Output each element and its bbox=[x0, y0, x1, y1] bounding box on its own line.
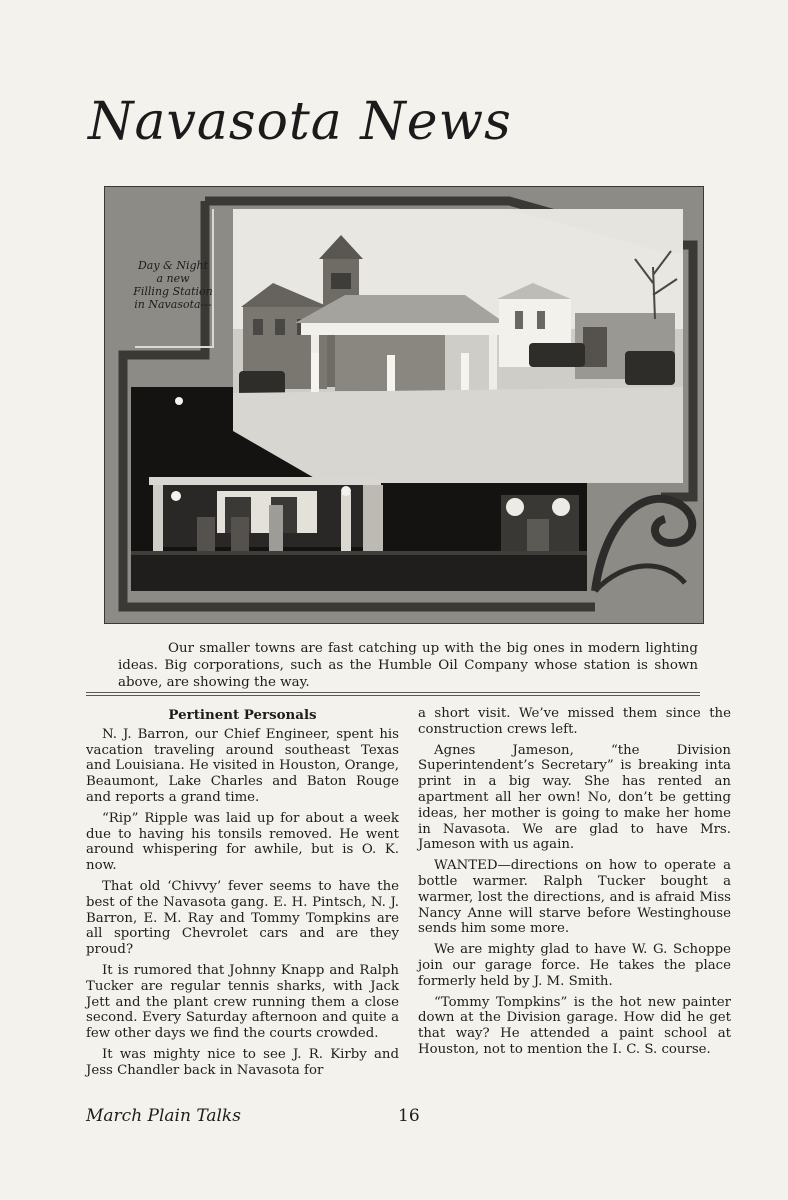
photo-caption bbox=[118, 640, 698, 691]
ad-line: in Navasota--- bbox=[134, 298, 212, 311]
page-title: Navasota News bbox=[88, 92, 512, 152]
paragraph: “Rip” Ripple was laid up for about a week due to having his tonsils removed. He went around whispering for awhile, but is O. K. now. bbox=[86, 810, 399, 874]
paragraph: We are mighty glad to have W. G. Schoppe join our garage force. He takes the place formerly held by J. M. Smith. bbox=[418, 942, 731, 989]
page-number: 16 bbox=[398, 1106, 420, 1126]
photo-collage-graphic bbox=[105, 187, 705, 625]
article-column-left bbox=[86, 706, 399, 1084]
paragraph: N. J. Barron, our Chief Engineer, spent his vacation traveling around southeast Texas and Louisiana. He visited in Houston, Orange, Beaumont, Lake Charles and Baton Rouge and reports a grand time. bbox=[86, 726, 399, 805]
article-column-right bbox=[418, 706, 731, 1063]
filling-station-photo bbox=[104, 186, 704, 624]
publication-name: March Plain Talks bbox=[86, 1106, 241, 1126]
section-heading: Pertinent Personals bbox=[168, 707, 317, 723]
paragraph-continuation: a short visit. We’ve missed them since the construction crews left. bbox=[418, 706, 731, 737]
filling-station-ad-text bbox=[127, 259, 219, 311]
paragraph: Agnes Jameson, “the Division Superintendent’s Secretary” is breaking inta print in a big way. She has rented an apartment all her own! No, don’t be getting ideas, her mother is going to make her home in Navasota. We are glad to have Mrs. Jameson with us again. bbox=[418, 742, 731, 853]
ad-line: Filling Station bbox=[133, 285, 213, 298]
ad-line: a new bbox=[156, 272, 190, 285]
divider bbox=[86, 692, 700, 693]
ad-line: Day & Night bbox=[137, 259, 209, 272]
paragraph: It was mighty nice to see J. R. Kirby and Jess Chandler back in Navasota for bbox=[86, 1046, 399, 1078]
caption-text: Our smaller towns are fast catching up with the big ones in modern lighting ideas. Big corporations, such as the Humble Oil Company whose station is shown above, are showing the way. bbox=[118, 641, 698, 690]
paragraph: “Tommy Tompkins” is the hot new painter down at the Division garage. How did he get that way? He attended a paint school at Houston, not to mention the I. C. S. course. bbox=[418, 994, 731, 1057]
paragraph: It is rumored that Johnny Knapp and Ralph Tucker are regular tennis sharks, with Jack Jett and the plant crew running them a close second. Every Saturday afternoon and quite a few other days we find the courts crowded. bbox=[86, 962, 399, 1042]
divider bbox=[86, 695, 700, 696]
paragraph: That old ‘Chivvy’ fever seems to have the best of the Navasota gang. E. H. Pintsch, N. J. Barron, E. M. Ray and Tommy Tompkins are all sporting Chevrolet cars and are they proud? bbox=[86, 878, 399, 958]
paragraph: WANTED—directions on how to operate a bottle warmer. Ralph Tucker bought a warmer, lost the directions, and is afraid Miss Nancy Anne will starve before Westinghouse sends him some more. bbox=[418, 858, 731, 937]
